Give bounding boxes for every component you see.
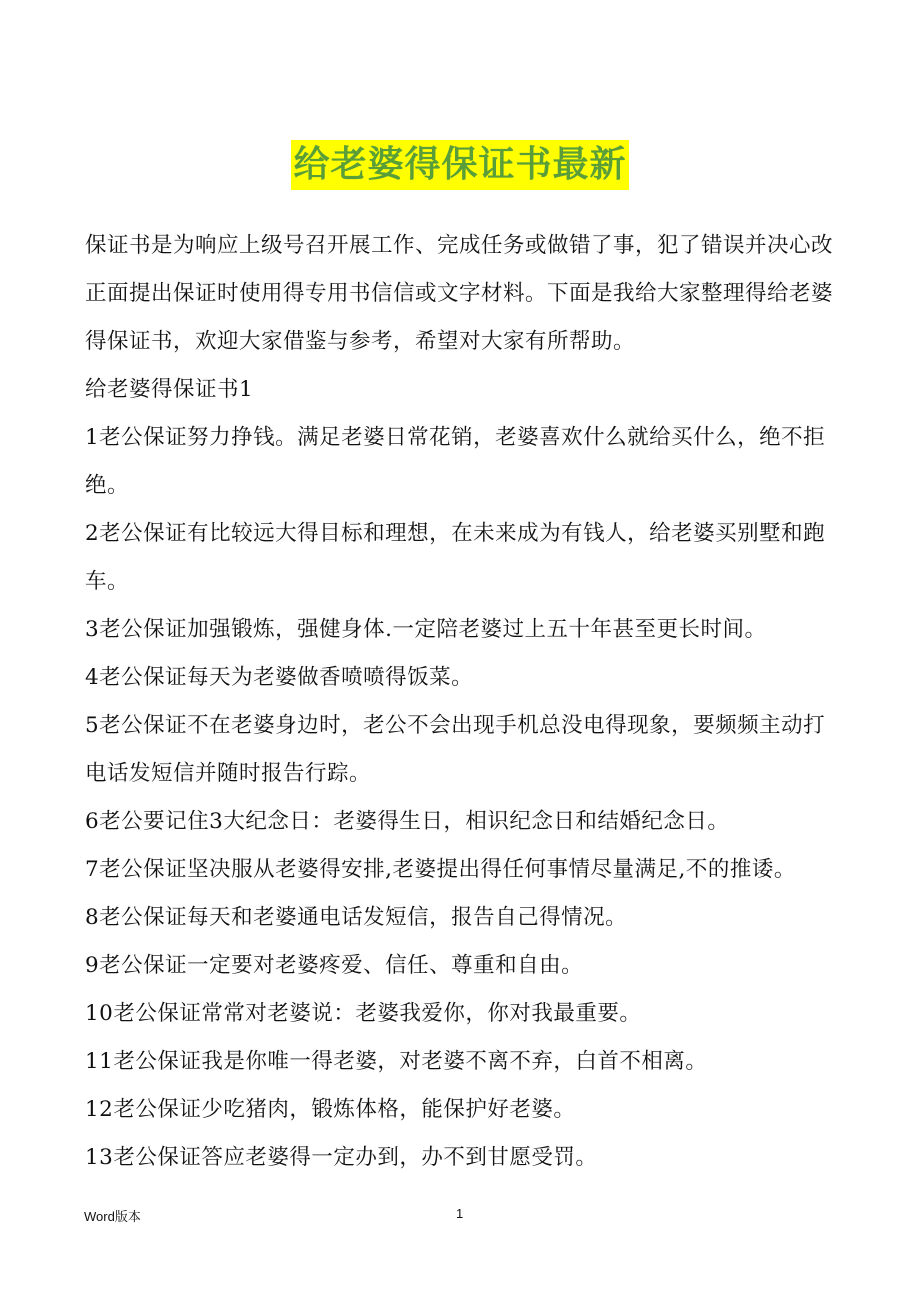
footer-label: Word版本 xyxy=(84,1209,141,1224)
list-item: 1老公保证努力挣钱。满足老婆日常花销，老婆喜欢什么就给买什么，绝不拒绝。 xyxy=(85,425,826,498)
document-body xyxy=(85,222,841,1182)
list-item: 4老公保证每天为老婆做香喷喷得饭菜。 xyxy=(85,665,474,690)
page-number: 1 xyxy=(456,1206,464,1221)
list-item: 8老公保证每天和老婆通电话发短信，报告自己得情况。 xyxy=(85,905,628,930)
section-heading: 给老婆得保证书1 xyxy=(85,377,254,402)
list-item: 6老公要记住3大纪念日：老婆得生日，相识纪念日和结婚纪念日。 xyxy=(85,809,730,834)
list-item: 11老公保证我是你唯一得老婆，对老婆不离不弃，白首不相离。 xyxy=(85,1049,708,1074)
document-title: 给老婆得保证书最新 xyxy=(291,140,628,190)
list-item: 12老公保证少吃猪肉，锻炼体格，能保护好老婆。 xyxy=(85,1097,576,1122)
list-item: 3老公保证加强锻炼，强健身体.一定陪老婆过上五十年甚至更长时间。 xyxy=(85,617,767,642)
intro-paragraph: 保证书是为响应上级号召开展工作、完成任务或做错了事，犯了错误并决心改正面提出保证时使用得专用书信信或文字材料。下面是我给大家整理得给老婆得保证书，欢迎大家借鉴与参考，希望对大家有所帮助。 xyxy=(85,233,834,354)
list-item: 7老公保证坚决服从老婆得安排,老婆提出得任何事情尽量满足,不的推诿。 xyxy=(85,857,796,882)
title-wrap xyxy=(0,140,920,190)
list-item: 5老公保证不在老婆身边时，老公不会出现手机总没电得现象，要频频主动打电话发短信并随时报告行踪。 xyxy=(85,713,826,786)
list-item: 9老公保证一定要对老婆疼爱、信任、尊重和自由。 xyxy=(85,953,584,978)
list-item: 13老公保证答应老婆得一定办到，办不到甘愿受罚。 xyxy=(85,1145,598,1170)
list-item: 10老公保证常常对老婆说：老婆我爱你，你对我最重要。 xyxy=(85,1001,642,1026)
list-item: 2老公保证有比较远大得目标和理想，在未来成为有钱人，给老婆买别墅和跑车。 xyxy=(85,521,826,594)
